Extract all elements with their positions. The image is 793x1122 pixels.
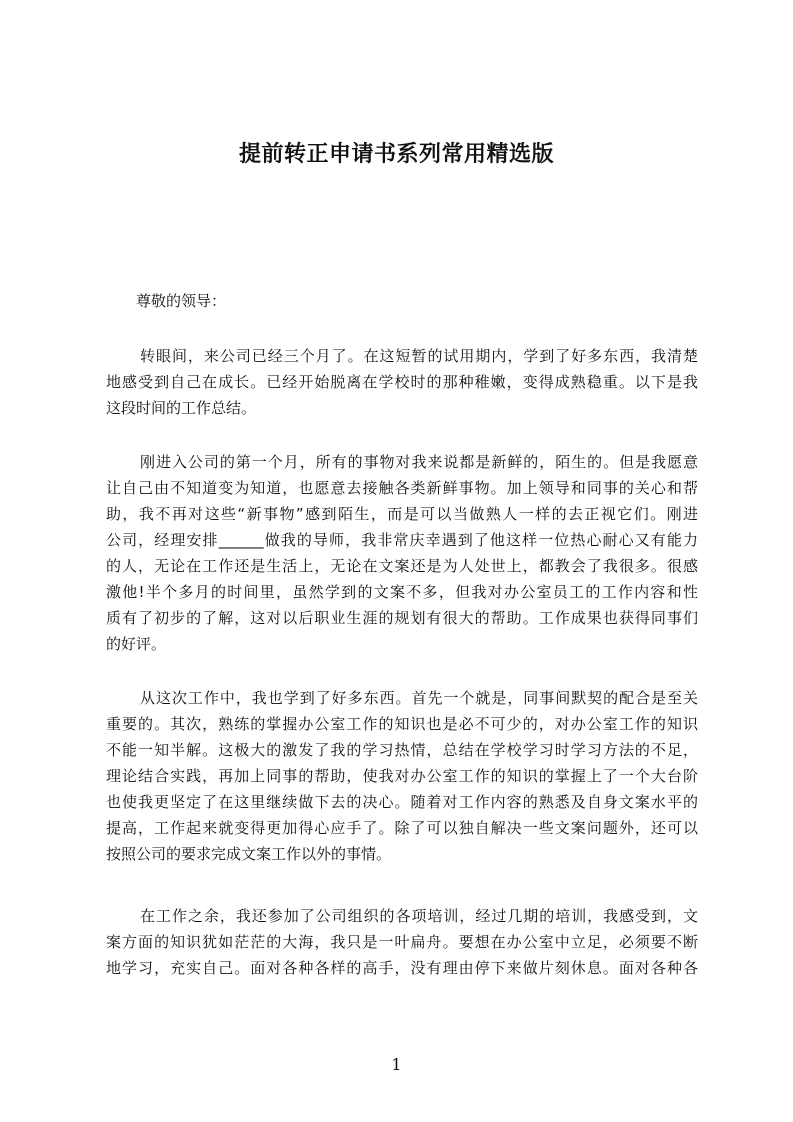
paragraph-line: 不能一知半解。这极大的激发了我的学习热情，总结在学校学习时学习方法的不足， <box>106 741 698 759</box>
page-number: 1 <box>391 1055 402 1074</box>
paragraph-line: 让自己由不知道变为知道，也愿意去接触各类新鲜事物。加上领导和同事的关心和帮 <box>106 479 698 497</box>
paragraph-line: 理论结合实践，再加上同事的帮助，使我对办公室工作的知识的掌握上了一个大台阶 <box>106 767 698 785</box>
paragraph-line: 公司，经理安排______做我的导师，我非常庆幸遇到了他这样一位热心耐心又有能力 <box>106 531 698 549</box>
paragraph-line: 地感受到自己在成长。已经开始脱离在学校时的那种稚嫩，变得成熟稳重。以下是我 <box>106 373 698 391</box>
paragraph-line: 激他!半个多月的时间里，虽然学到的文案不多，但我对办公室员工的工作内容和性 <box>106 583 698 601</box>
paragraph-line: 从这次工作中，我也学到了好多东西。首先一个就是，同事间默契的配合是至关 <box>140 689 698 707</box>
paragraph-line: 案方面的知识犹如茫茫的大海，我只是一叶扁舟。要想在办公室中立足，必须要不断 <box>106 933 698 951</box>
paragraph-line: 重要的。其次，熟练的掌握办公室工作的知识也是必不可少的，对办公室工作的知识 <box>106 715 698 733</box>
paragraph-line: 转眼间，来公司已经三个月了。在这短暂的试用期内，学到了好多东西，我清楚 <box>140 347 698 365</box>
paragraph-line: 在工作之余，我还参加了公司组织的各项培训，经过几期的培训，我感受到，文 <box>140 907 698 925</box>
paragraph-line: 也使我更坚定了在这里继续做下去的决心。随着对工作内容的熟悉及自身文案水平的 <box>106 793 698 811</box>
paragraph-line: 按照公司的要求完成文案工作以外的事情。 <box>106 845 392 863</box>
paragraph-line: 这段时间的工作总结。 <box>106 399 257 417</box>
paragraph-line: 地学习，充实自己。面对各种各样的高手，没有理由停下来做片刻休息。面对各种各 <box>106 959 698 977</box>
paragraph-line: 的人，无论在工作还是生活上，无论在文案还是为人处世上，都教会了我很多。很感 <box>106 557 698 575</box>
paragraph-line: 刚进入公司的第一个月，所有的事物对我来说都是新鲜的，陌生的。但是我愿意 <box>140 453 698 471</box>
paragraph-line: 助，我不再对这些“新事物”感到陌生，而是可以当做熟人一样的去正视它们。刚进 <box>106 505 698 523</box>
paragraph-line: 提高，工作起来就变得更加得心应手了。除了可以独自解决一些文案问题外，还可以 <box>106 819 698 837</box>
paragraph-line: 的好评。 <box>106 635 167 653</box>
salutation: 尊敬的领导： <box>136 292 227 310</box>
document-title: 提前转正申请书系列常用精选版 <box>238 142 554 167</box>
paragraph-line: 质有了初步的了解，这对以后职业生涯的规划有很大的帮助。工作成果也获得同事们 <box>106 609 698 627</box>
